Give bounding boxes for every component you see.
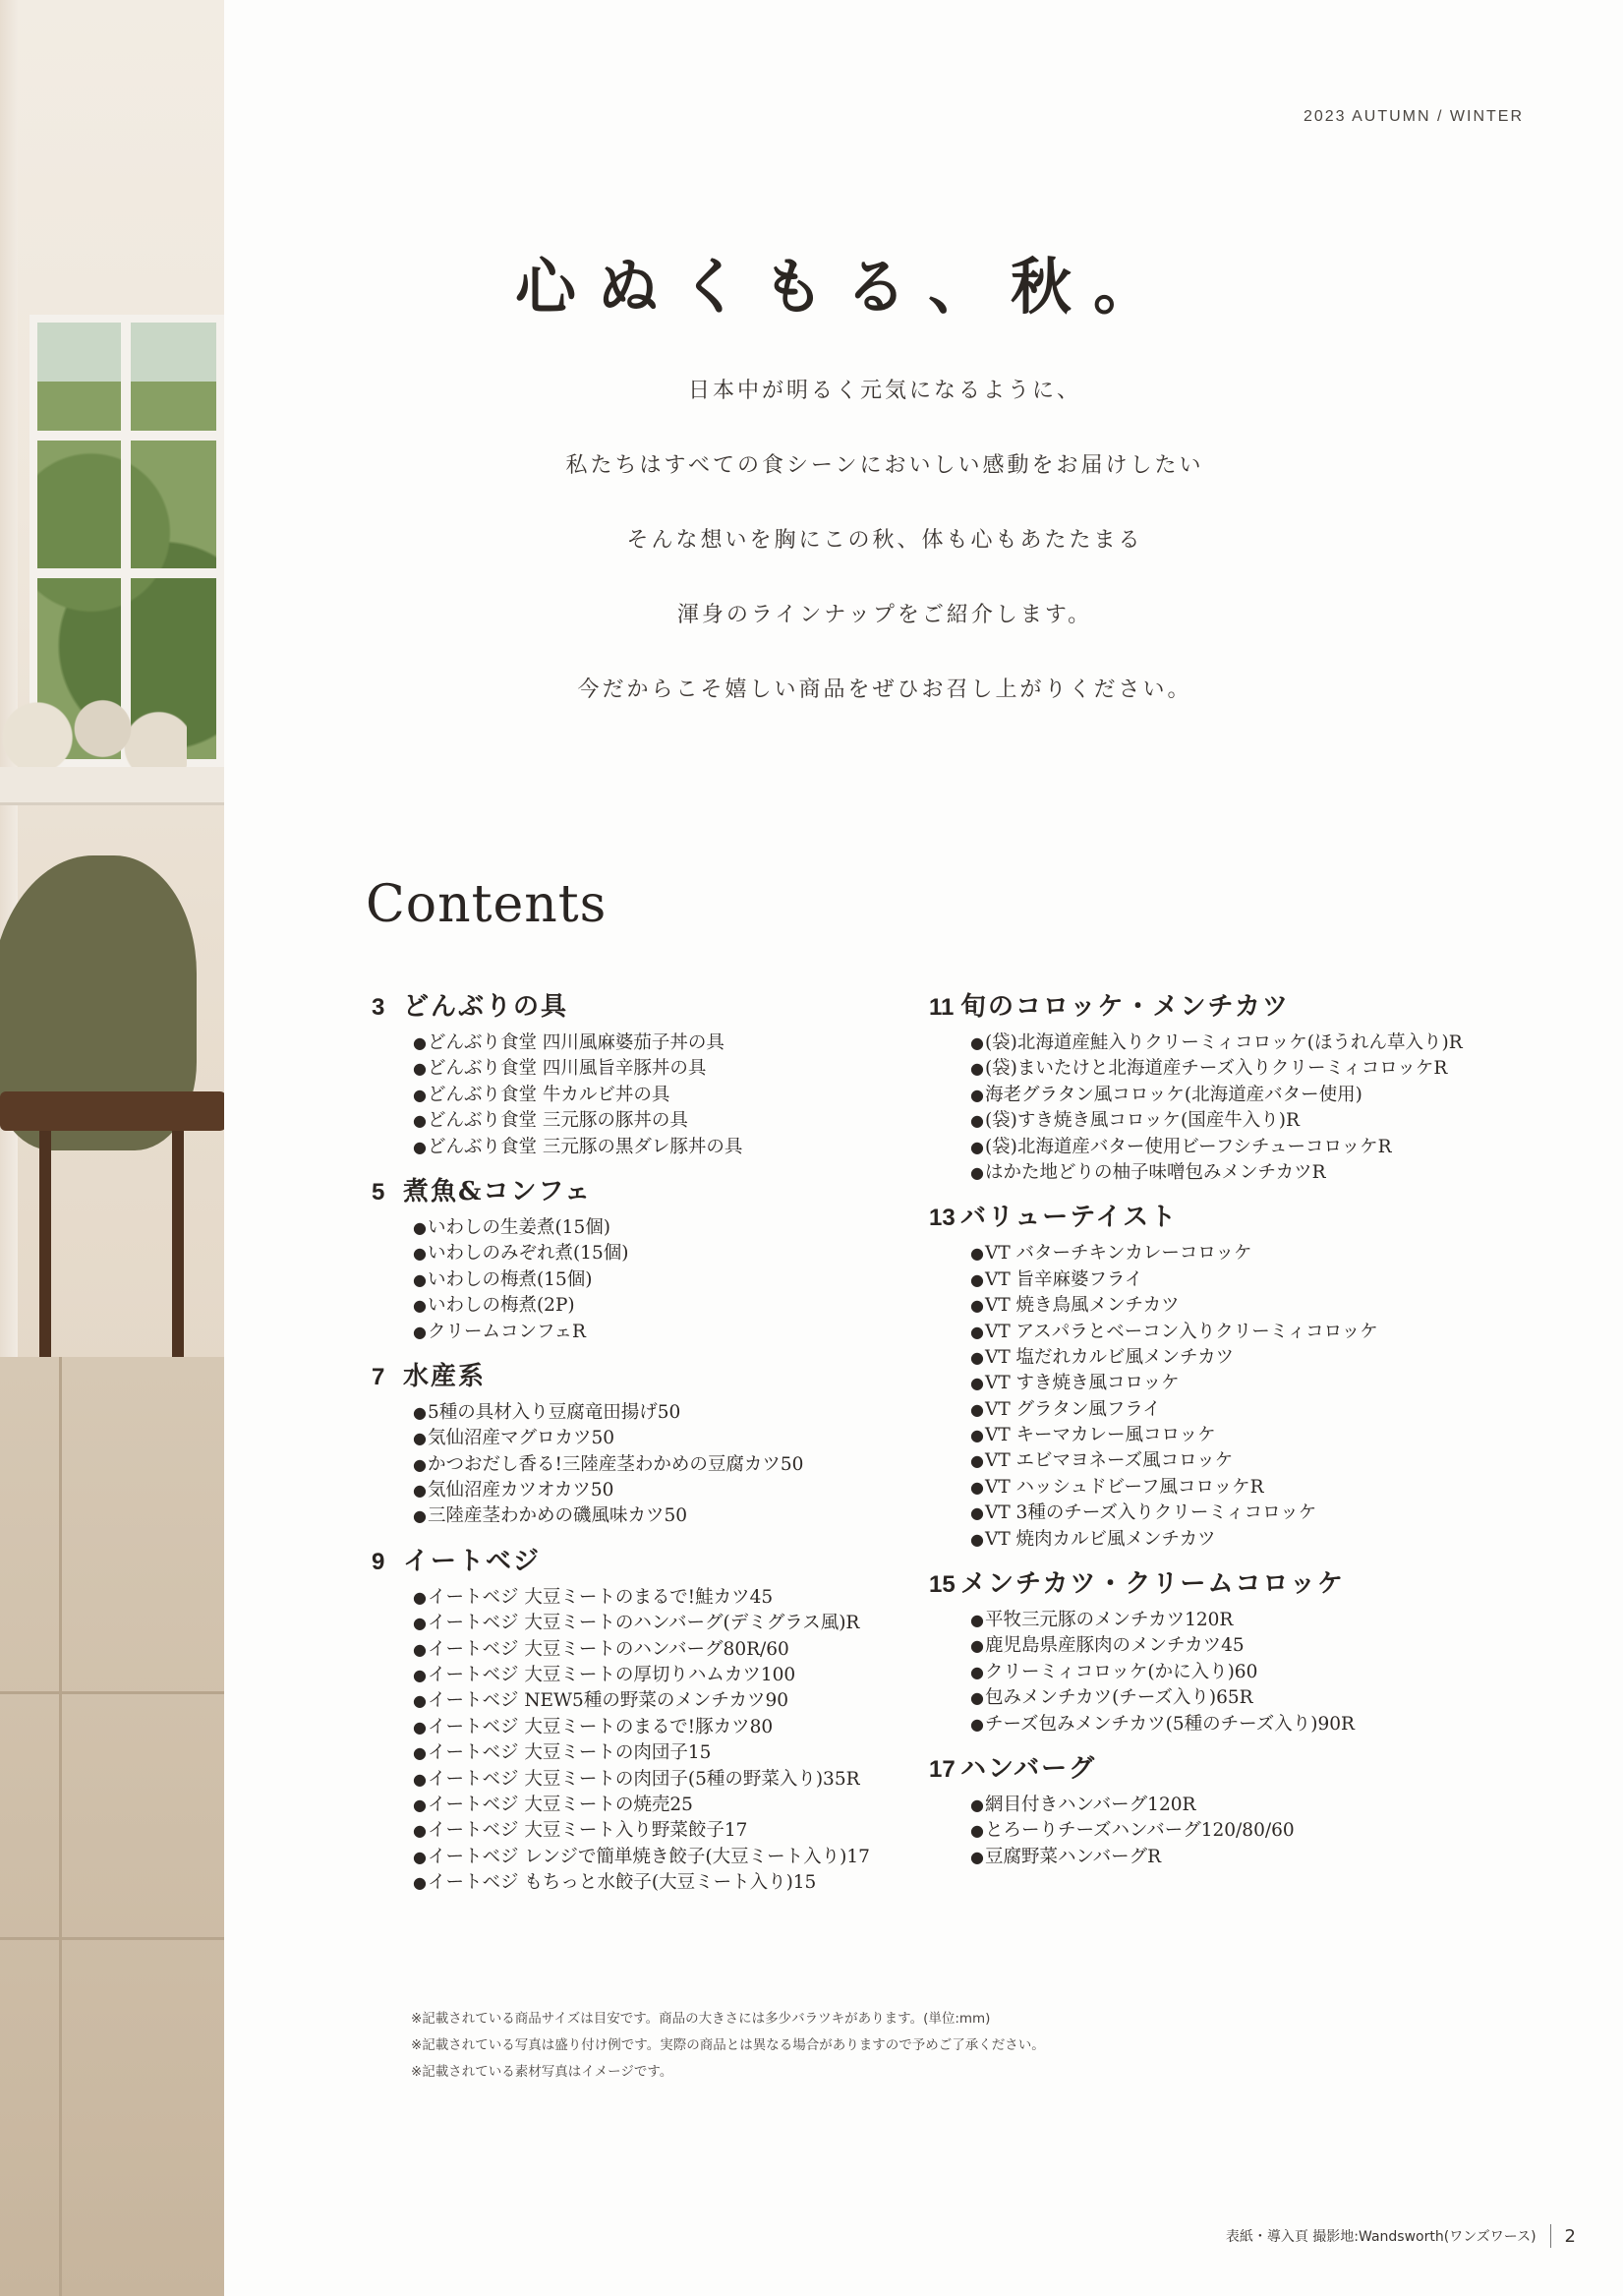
note-line: ※記載されている写真は盛り付け例です。実際の商品とは異なる場合がありますので予めご了承ください。 [411, 2037, 1045, 2053]
item-list [372, 1215, 922, 1345]
contents-section [929, 1564, 1479, 1737]
list-item: ● 三陸産茎わかめの磯風味カツ50 [413, 1503, 922, 1529]
chair-image [0, 1091, 224, 1131]
list-item: ● (袋)すき焼き風コロッケ(国産牛入り)R [970, 1108, 1479, 1134]
section-title: バリューテイスト [960, 1203, 1179, 1233]
list-item: ● どんぶり食堂 三元豚の黒ダレ豚丼の具 [413, 1135, 922, 1160]
list-item: ● 鹿児島県産豚肉のメンチカツ45 [970, 1633, 1479, 1659]
item-list [929, 1793, 1479, 1870]
section-page-number: 17 [929, 1755, 956, 1783]
list-item: ● イートベジ レンジで簡単焼き餃子(大豆ミート入り)17 [413, 1845, 922, 1870]
section-page-number: 9 [372, 1548, 385, 1575]
item-list [372, 1585, 922, 1897]
list-item: ● (袋)まいたけと北海道産チーズ入りクリーミィコロッケR [970, 1056, 1479, 1082]
notes [411, 2006, 1296, 2086]
item-list [929, 1030, 1479, 1186]
contents-section [372, 1172, 922, 1345]
list-item: ● イートベジ 大豆ミートのハンバーグ80R/60 [413, 1637, 922, 1663]
section-title: 水産系 [403, 1361, 487, 1391]
list-item: ● VT ハッシュドビーフ風コロッケR [970, 1475, 1479, 1501]
list-item: ● いわしの生姜煮(15個) [413, 1215, 922, 1241]
season-label: 2023 AUTUMN / WINTER [1303, 108, 1524, 125]
list-item: ● イートベジ 大豆ミートのまるで!鮭カツ45 [413, 1585, 922, 1611]
list-item: ● VT バターチキンカレーコロッケ [970, 1241, 1479, 1266]
section-title: 旬のコロッケ・メンチカツ [960, 992, 1290, 1022]
list-item: ● VT すき焼き風コロッケ [970, 1371, 1479, 1396]
contents-section [372, 987, 922, 1160]
list-item: ● VT 旨辛麻婆フライ [970, 1267, 1479, 1293]
item-list [929, 1608, 1479, 1737]
section-heading [372, 1172, 922, 1211]
list-item: ● イートベジ 大豆ミートの肉団子(5種の野菜入り)35R [413, 1767, 922, 1793]
list-item: ● いわしのみぞれ煮(15個) [413, 1241, 922, 1266]
section-heading [372, 987, 922, 1027]
floor-image [0, 1357, 224, 2296]
section-title: どんぶりの具 [403, 992, 569, 1022]
list-item: ● イートベジ もちっと水餃子(大豆ミート入り)15 [413, 1870, 922, 1896]
section-page-number: 11 [929, 994, 955, 1021]
lead-line: 私たちはすべての食シーンにおいしい感動をお届けしたい [565, 453, 1204, 478]
list-item: ● イートベジ 大豆ミートのハンバーグ(デミグラス風)R [413, 1611, 922, 1636]
section-title: 煮魚&コンフェ [403, 1176, 593, 1207]
list-item: ● 豆腐野菜ハンバーグR [970, 1845, 1479, 1870]
section-heading [929, 1564, 1479, 1604]
list-item: ● 網目付きハンバーグ120R [970, 1793, 1479, 1818]
cover-photo-strip [0, 0, 224, 2296]
section-heading [929, 987, 1479, 1027]
list-item: ● 5種の具材入り豆腐竜田揚げ50 [413, 1400, 922, 1426]
note-line: ※記載されている素材写真はイメージです。 [411, 2064, 673, 2080]
list-item: ● VT エビマヨネーズ風コロッケ [970, 1448, 1479, 1474]
list-item: ● (袋)北海道産鮭入りクリーミィコロッケ(ほうれん草入り)R [970, 1030, 1479, 1056]
list-item: ● 海老グラタン風コロッケ(北海道産バター使用) [970, 1083, 1479, 1108]
contents-section [372, 1357, 922, 1530]
lead-line: 今だからこそ嬉しい商品をぜひお召し上がりください。 [577, 677, 1192, 702]
section-page-number: 7 [372, 1363, 385, 1390]
list-item: ● イートベジ NEW5種の野菜のメンチカツ90 [413, 1688, 922, 1714]
list-item: ● VT アスパラとベーコン入りクリーミィコロッケ [970, 1320, 1479, 1345]
contents-section [929, 1749, 1479, 1870]
list-item: ● どんぶり食堂 三元豚の豚丼の具 [413, 1108, 922, 1134]
list-item: ● VT 焼肉カルビ風メンチカツ [970, 1527, 1479, 1553]
section-heading [372, 1542, 922, 1581]
section-title: イートベジ [403, 1546, 542, 1576]
list-item: ● いわしの梅煮(15個) [413, 1267, 922, 1293]
contents-column-right [929, 987, 1479, 1882]
item-list [372, 1030, 922, 1160]
list-item: ● イートベジ 大豆ミートのまるで!豚カツ80 [413, 1715, 922, 1740]
list-item: ● 平牧三元豚のメンチカツ120R [970, 1608, 1479, 1633]
lead-line: そんな想いを胸にこの秋、体も心もあたたまる [626, 528, 1143, 553]
section-page-number: 15 [929, 1571, 956, 1599]
list-item: ● 気仙沼産マグロカツ50 [413, 1426, 922, 1451]
list-item: ● どんぶり食堂 牛カルビ丼の具 [413, 1083, 922, 1108]
section-page-number: 13 [929, 1205, 956, 1232]
item-list [372, 1400, 922, 1530]
section-heading [929, 1749, 1479, 1789]
section-page-number: 3 [372, 994, 385, 1021]
list-item: ● クリームコンフェR [413, 1320, 922, 1345]
list-item: ● 包みメンチカツ(チーズ入り)65R [970, 1685, 1479, 1711]
divider [1550, 2224, 1551, 2248]
list-item: ● かつおだし香る!三陸産茎わかめの豆腐カツ50 [413, 1452, 922, 1478]
list-item: ● (袋)北海道産バター使用ビーフシチューコロッケR [970, 1135, 1479, 1160]
lead-text [393, 374, 1376, 747]
list-item: ● とろーりチーズハンバーグ120/80/60 [970, 1818, 1479, 1844]
list-item: ● イートベジ 大豆ミートの厚切りハムカツ100 [413, 1663, 922, 1688]
list-item: ● イートベジ 大豆ミート入り野菜餃子17 [413, 1818, 922, 1844]
section-page-number: 5 [372, 1178, 385, 1206]
footer [1226, 2224, 1576, 2248]
list-item: ● VT 3種のチーズ入りクリーミィコロッケ [970, 1501, 1479, 1526]
list-item: ● はかた地どりの柚子味噌包みメンチカツR [970, 1160, 1479, 1186]
page-number: 2 [1564, 2225, 1576, 2247]
contents-section [929, 987, 1479, 1186]
list-item: ● どんぶり食堂 四川風麻婆茄子丼の具 [413, 1030, 922, 1056]
lead-line: 渾身のラインナップをご紹介します。 [676, 603, 1093, 627]
list-item: ● チーズ包みメンチカツ(5種のチーズ入り)90R [970, 1712, 1479, 1737]
list-item: ● VT キーマカレー風コロッケ [970, 1423, 1479, 1448]
list-item: ● クリーミィコロッケ(かに入り)60 [970, 1660, 1479, 1685]
list-item: ● 気仙沼産カツオカツ50 [413, 1478, 922, 1503]
note-line: ※記載されている商品サイズは目安です。商品の大きさには多少バラツキがあります。(単位:mm) [411, 2011, 991, 2027]
contents-title: Contents [366, 875, 608, 934]
list-item: ● イートベジ 大豆ミートの肉団子15 [413, 1740, 922, 1766]
list-item: ● どんぶり食堂 四川風旨辛豚丼の具 [413, 1056, 922, 1082]
section-heading [929, 1198, 1479, 1237]
section-title: ハンバーグ [960, 1753, 1097, 1784]
section-heading [372, 1357, 922, 1396]
item-list [929, 1241, 1479, 1553]
lead-line: 日本中が明るく元気になるように、 [687, 379, 1081, 403]
contents-column-left [372, 987, 922, 1909]
contents-section [929, 1198, 1479, 1553]
list-item: ● VT グラタン風フライ [970, 1397, 1479, 1423]
contents-section [372, 1542, 922, 1897]
list-item: ● イートベジ 大豆ミートの焼売25 [413, 1793, 922, 1818]
headline: 心ぬくもる、秋。 [514, 251, 1176, 323]
photo-credit: 表紙・導入頁 撮影地:Wandsworth(ワンズワース) [1225, 2229, 1536, 2245]
list-item: ● VT 塩だれカルビ風メンチカツ [970, 1345, 1479, 1371]
section-title: メンチカツ・クリームコロッケ [960, 1569, 1345, 1600]
list-item: ● いわしの梅煮(2P) [413, 1293, 922, 1319]
list-item: ● VT 焼き鳥風メンチカツ [970, 1293, 1479, 1319]
